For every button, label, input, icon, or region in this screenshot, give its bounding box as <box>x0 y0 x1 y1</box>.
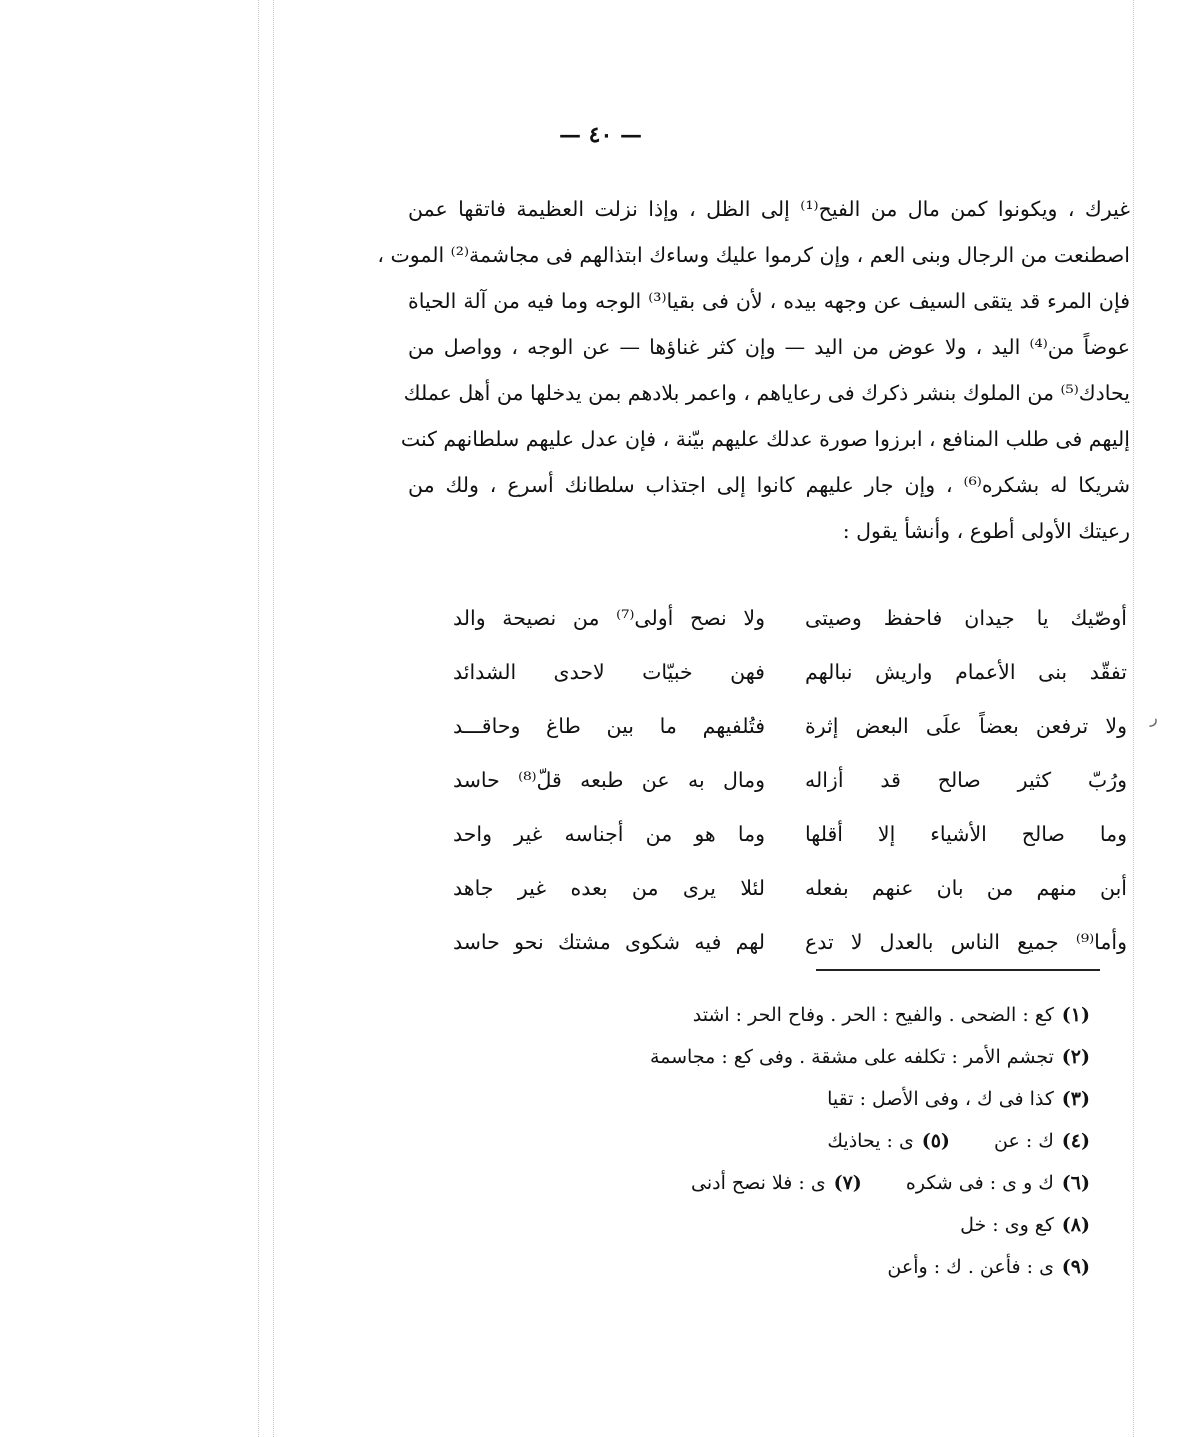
footnote-number: (٢) <box>1061 1046 1090 1068</box>
footnote <box>560 1246 1090 1288</box>
verse <box>455 814 1127 868</box>
verse <box>455 760 1127 814</box>
verse <box>455 652 1127 706</box>
prose-line: فإن المرء قد يتقى السيف عن وجهه بيده ، لأن فى بقيا⁽³⁾ الوجه وما فيه من آلة الحياة <box>408 289 1131 313</box>
prose-paragraph <box>377 186 1131 554</box>
verse-second-hemistich: فتُلفيهم ما بين طاغ وحاقـــد <box>453 714 765 738</box>
footnote-text: تجشم الأمر : تكلفه على مشقة . وفى كع : مجاسمة <box>649 1046 1054 1068</box>
footnote-text: كع وى : خل <box>960 1214 1054 1236</box>
footnote-text: كذا فى ك ، وفى الأصل : تقيا <box>827 1088 1054 1110</box>
footnote-text: ى : فأعن . ك : وأعن <box>887 1256 1054 1278</box>
verse-second-hemistich: وما هو من أجناسه غير واحد <box>453 822 765 846</box>
verse <box>455 922 1127 976</box>
footnote-number: (٤) <box>1061 1130 1090 1152</box>
footnote-separator <box>816 969 1100 971</box>
prose-line: غيرك ، ويكونوا كمن مال من الفيح⁽¹⁾ إلى الظل ، وإذا نزلت العظيمة فاتقها عمن <box>408 197 1130 221</box>
footnote <box>560 1204 1090 1246</box>
verse <box>455 598 1127 652</box>
footnote <box>560 994 1090 1036</box>
verse-first-hemistich: ولا ترفعن بعضاً علَى البعض إثرة <box>805 714 1127 738</box>
verse-first-hemistich: ورُبّ كثير صالح قد أزاله <box>805 768 1127 792</box>
verse-second-hemistich: ومال به عن طبعه قلّ⁽⁸⁾ حاسد <box>453 768 765 792</box>
verse <box>455 868 1127 922</box>
verse-second-hemistich: لئلا يرى من بعده غير جاهد <box>453 876 765 900</box>
footnote-number: (٩) <box>1061 1256 1090 1278</box>
prose-line: يحادك⁽⁵⁾ من الملوك بنشر ذكرك فى رعاياهم ، واعمر بلادهم بمن يدخلها من أهل عملك <box>403 381 1130 405</box>
footnote-number: (١) <box>1061 1004 1090 1026</box>
verse-first-hemistich: وأما⁽⁹⁾ جميع الناس بالعدل لا تدع <box>805 930 1127 954</box>
footnote-number: (٥) <box>921 1130 950 1152</box>
footnote-text: ى : يحاذيك <box>827 1130 914 1152</box>
footnote-text: ك و ى : فى شكره <box>905 1172 1054 1194</box>
prose-line: رعيتك الأولى أطوع ، وأنشأ يقول : <box>842 519 1130 543</box>
verse-first-hemistich: أوصّيك يا جيدان فاحفظ وصيتى <box>805 606 1127 630</box>
footnote <box>560 1162 1090 1204</box>
poem <box>455 598 1127 976</box>
verse-first-hemistich: وما صالح الأشياء إلا أقلها <box>805 822 1127 846</box>
footnote-number: (٦) <box>1061 1172 1090 1194</box>
prose-line: عوضاً من⁽⁴⁾ اليد ، ولا عوض من اليد — وإن كثر غناؤها — عن الوجه ، وواصل من <box>408 335 1130 359</box>
prose-line: اصطنعت من الرجال وبنى العم ، وإن كرموا عليك وساءك ابتذالهم فى مجاشمة⁽²⁾ الموت ، <box>377 243 1130 267</box>
prose-line: شريكا له بشكره⁽⁶⁾ ، وإن جار عليهم كانوا إلى اجتذاب سلطانك أسرع ، ولك من <box>408 473 1130 497</box>
footnote-number: (٧) <box>833 1172 862 1194</box>
scan-artifact-line <box>273 0 274 1437</box>
footnotes <box>560 994 1090 1288</box>
footnote <box>560 1120 1090 1162</box>
margin-mark: ﺭ <box>1150 708 1158 727</box>
verse-first-hemistich: أبن منهم من بان عنهم بفعله <box>805 876 1127 900</box>
footnote-text: كع : الضحى . والفيح : الحر . وفاح الحر : اشتد <box>692 1004 1054 1026</box>
verse-first-hemistich: تفقّد بنى الأعمام واريش نبالهم <box>805 660 1127 684</box>
verse <box>455 706 1127 760</box>
footnote <box>560 1078 1090 1120</box>
footnote-text: ك : عن <box>994 1130 1054 1152</box>
scan-artifact-line <box>1133 0 1134 1437</box>
page-number: — ٤٠ — <box>559 122 642 148</box>
scan-artifact-line <box>258 0 259 1437</box>
footnote-text: ى : فلا نصح أدنى <box>690 1172 826 1194</box>
verse-second-hemistich: فهن خبيّات لاحدى الشدائد <box>453 660 765 684</box>
footnote-number: (٨) <box>1061 1214 1090 1236</box>
verse-second-hemistich: لهم فيه شكوى مشتك نحو حاسد <box>453 930 765 954</box>
verse-second-hemistich: ولا نصح أولى⁽⁷⁾ من نصيحة والد <box>453 606 765 630</box>
footnote <box>560 1036 1090 1078</box>
footnote-number: (٣) <box>1061 1088 1090 1110</box>
prose-line: إليهم فى طلب المنافع ، ابرزوا صورة عدلك عليهم بيّنة ، فإن عدل عليهم سلطانهم كنت <box>400 427 1130 451</box>
